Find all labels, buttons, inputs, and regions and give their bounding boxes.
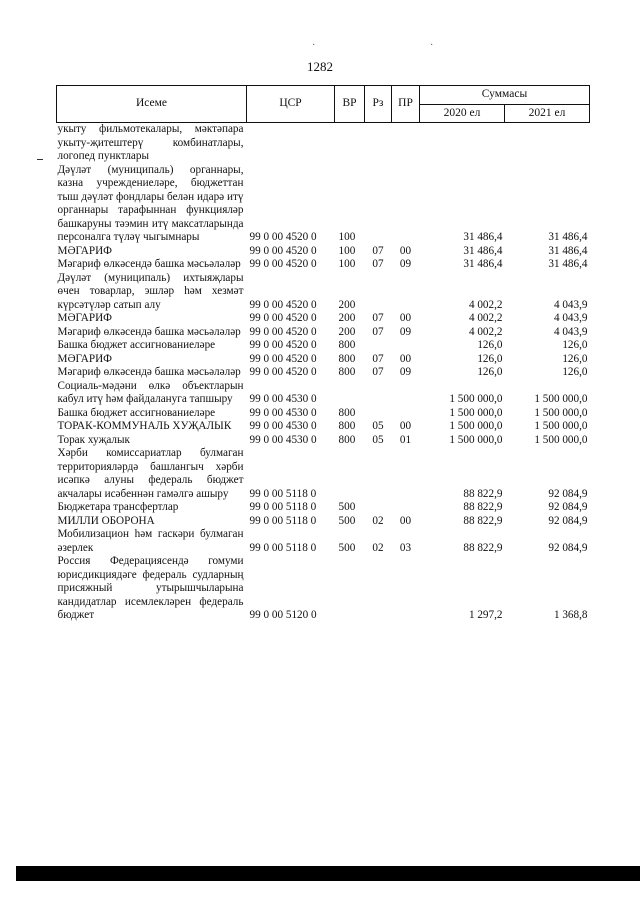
table-row <box>57 420 590 434</box>
row-name: Торак хуҗалык <box>57 433 130 446</box>
row-name: Башка бюджет ассигнованиеләре <box>57 406 216 419</box>
row-vr: 100 <box>338 231 356 243</box>
row-amount-2021: 1 500 000,0 <box>534 393 588 405</box>
row-pr: 03 <box>399 541 412 554</box>
row-csr: 99 0 00 4530 0 <box>249 433 317 446</box>
table-row <box>57 326 590 340</box>
row-name: Мобилизацион һәм гаскәри булмаган әзерлек <box>57 528 244 554</box>
row-name: Мәгариф өлкәсендә башка мәсьәләләр <box>57 258 241 270</box>
table-row <box>57 528 590 555</box>
row-name: Дәүләт (муниципаль) органнары, казна учреждениеләре, бюджеттан тыш дәүләт фондлары белән идарә итү органнары тарафыннан функцияләр башкаруны тәэмин итү максатларында персоналга түләү чыгымнары <box>57 163 244 243</box>
row-amount-2020 <box>420 123 505 164</box>
header-name: Исеме <box>57 86 247 123</box>
row-amount-2021: 1 500 000,0 <box>534 406 588 419</box>
row-amount-2020: 126,0 <box>477 352 503 365</box>
row-pr <box>392 380 420 407</box>
row-pr <box>392 164 420 245</box>
row-amount-2020: 88 822,9 <box>463 514 503 527</box>
row-amount-2020: 1 500 000,0 <box>449 406 503 419</box>
row-csr: 99 0 00 5120 0 <box>249 609 317 621</box>
header-csr: ЦСР <box>247 86 335 123</box>
row-rz <box>365 380 392 407</box>
scan-speck: · <box>312 40 316 51</box>
table-row <box>57 312 590 326</box>
row-rz: 07 <box>372 258 384 270</box>
row-csr: 99 0 00 4530 0 <box>249 420 317 432</box>
row-amount-2021: 92 084,9 <box>548 541 588 554</box>
row-amount-2021: 1 500 000,0 <box>534 420 588 432</box>
row-rz <box>365 123 392 164</box>
row-pr: 00 <box>399 420 412 432</box>
row-name: МӘГАРИФ <box>57 312 112 324</box>
row-name: Башка бюджет ассигнованиеләре <box>57 339 216 351</box>
table-row <box>57 258 590 272</box>
row-pr <box>392 272 420 313</box>
row-vr: 100 <box>338 258 356 270</box>
row-csr: 99 0 00 5118 0 <box>249 514 317 527</box>
budget-table <box>56 85 590 623</box>
row-csr <box>247 123 335 164</box>
row-vr <box>335 555 365 623</box>
row-amount-2021: 126,0 <box>562 352 588 365</box>
row-vr <box>335 447 365 501</box>
row-vr: 200 <box>338 325 356 338</box>
table-row <box>57 123 590 164</box>
row-rz: 05 <box>372 420 384 432</box>
row-amount-2021: 31 486,4 <box>548 231 588 243</box>
row-name: Хәрби комиссариатлар булмаган территорияләрдә башлангыч хәрби исәпкә алуны федераль бюджет акчалары исәбеннән гамәлгә ашыру <box>57 447 244 500</box>
row-amount-2021: 92 084,9 <box>548 487 588 500</box>
row-vr: 800 <box>338 406 356 419</box>
row-pr: 09 <box>399 258 412 270</box>
row-csr: 99 0 00 4520 0 <box>249 298 317 311</box>
scan-mark <box>37 159 43 160</box>
row-amount-2021: 126,0 <box>562 366 588 378</box>
header-pr: ПР <box>392 86 420 123</box>
row-amount-2020: 31 486,4 <box>463 231 503 243</box>
row-vr: 800 <box>338 366 356 378</box>
row-vr: 200 <box>338 298 356 311</box>
row-csr: 99 0 00 5118 0 <box>249 487 317 500</box>
row-amount-2021: 1 500 000,0 <box>534 433 588 446</box>
row-amount-2020: 31 486,4 <box>463 244 503 257</box>
row-amount-2020: 126,0 <box>477 366 503 378</box>
row-amount-2021 <box>505 123 590 164</box>
row-rz: 07 <box>372 352 384 365</box>
row-amount-2020: 88 822,9 <box>463 501 503 513</box>
row-amount-2020: 1 500 000,0 <box>449 433 503 446</box>
row-amount-2021: 92 084,9 <box>548 514 588 527</box>
row-amount-2020: 88 822,9 <box>463 541 503 554</box>
row-csr: 99 0 00 4520 0 <box>249 231 317 243</box>
row-csr: 99 0 00 5118 0 <box>249 501 317 513</box>
table-row <box>57 272 590 313</box>
table-row <box>57 407 590 421</box>
row-amount-2020: 4 002,2 <box>468 312 503 324</box>
row-amount-2020: 1 500 000,0 <box>449 393 503 405</box>
row-rz <box>365 501 392 515</box>
row-pr <box>392 555 420 623</box>
row-csr: 99 0 00 4520 0 <box>249 244 317 257</box>
row-amount-2021: 1 368,8 <box>553 609 588 621</box>
row-name: Мәгариф өлкәсендә башка мәсьәләләр <box>57 325 241 338</box>
row-amount-2021: 4 043,9 <box>553 325 588 338</box>
table-row <box>57 555 590 623</box>
table-row <box>57 515 590 529</box>
row-amount-2021: 92 084,9 <box>548 501 588 513</box>
row-rz: 07 <box>372 366 384 378</box>
row-csr: 99 0 00 4520 0 <box>249 366 317 378</box>
row-amount-2020: 4 002,2 <box>468 325 503 338</box>
row-rz: 05 <box>372 433 384 446</box>
row-csr: 99 0 00 4520 0 <box>249 325 317 338</box>
table-row <box>57 434 590 448</box>
row-vr <box>335 380 365 407</box>
row-vr: 500 <box>338 501 356 513</box>
table-header <box>57 86 590 123</box>
row-name: Россия Федерациясендә гомуми юрисдикциядәге федераль судларның присяжный утырышчыларына кандидатлар исемлекләрен федераль бюджет <box>57 555 244 621</box>
row-amount-2021: 4 043,9 <box>553 298 588 311</box>
row-name: МИЛЛИ ОБОРОНА <box>57 514 155 527</box>
row-csr: 99 0 00 4530 0 <box>249 393 317 405</box>
scan-edge-bar <box>16 866 640 881</box>
row-pr: 09 <box>399 325 412 338</box>
table-row <box>57 447 590 501</box>
row-rz <box>365 272 392 313</box>
row-pr: 01 <box>399 433 412 446</box>
row-name: МӘГАРИФ <box>57 244 112 257</box>
row-rz <box>365 339 392 353</box>
table-row <box>57 164 590 245</box>
table-row <box>57 501 590 515</box>
row-rz <box>365 447 392 501</box>
row-csr: 99 0 00 4530 0 <box>249 406 317 419</box>
row-vr: 800 <box>338 339 356 351</box>
row-name: Бюджетара трансфертлар <box>57 501 179 513</box>
header-vr: ВР <box>335 86 365 123</box>
row-amount-2020: 1 500 000,0 <box>449 420 503 432</box>
header-year-2021: 2021 ел <box>505 104 590 123</box>
row-name: МӘГАРИФ <box>57 352 112 365</box>
row-name: ТОРАК-КОММУНАЛЬ ХУҖАЛЫК <box>57 420 232 432</box>
row-amount-2021: 126,0 <box>562 339 588 351</box>
row-amount-2020: 4 002,2 <box>468 298 503 311</box>
row-vr: 500 <box>338 514 356 527</box>
row-csr: 99 0 00 4520 0 <box>249 339 317 351</box>
row-rz <box>365 164 392 245</box>
row-rz <box>365 407 392 421</box>
row-amount-2021: 4 043,9 <box>553 312 588 324</box>
row-pr <box>392 339 420 353</box>
row-vr <box>335 123 365 164</box>
row-rz: 02 <box>372 541 384 554</box>
row-name: Дәүләт (муниципаль) ихтыяҗлары өчен товарлар, эшләр һәм хезмәт күрсәтүләр сатып алу <box>57 271 244 311</box>
table-row <box>57 353 590 367</box>
table-row <box>57 245 590 259</box>
row-pr <box>392 501 420 515</box>
row-pr: 00 <box>399 352 412 365</box>
table-row <box>57 366 590 380</box>
row-rz: 02 <box>372 514 384 527</box>
header-rz: Рз <box>365 86 392 123</box>
table-row <box>57 339 590 353</box>
row-pr <box>392 123 420 164</box>
row-vr: 100 <box>338 244 356 257</box>
row-rz: 07 <box>372 312 384 324</box>
row-amount-2020: 88 822,9 <box>463 487 503 500</box>
row-pr <box>392 447 420 501</box>
row-name: Социаль-мәдәни өлкә объектларын кабул итү һәм файдалануга тапшыру <box>57 379 244 405</box>
row-vr: 800 <box>338 433 356 446</box>
row-amount-2021: 31 486,4 <box>548 258 588 270</box>
row-amount-2021: 31 486,4 <box>548 244 588 257</box>
row-rz: 07 <box>372 244 384 257</box>
row-csr: 99 0 00 4520 0 <box>249 352 317 365</box>
row-vr: 800 <box>338 352 356 365</box>
row-csr: 99 0 00 4520 0 <box>249 312 317 324</box>
row-amount-2020: 126,0 <box>477 339 503 351</box>
header-year-2020: 2020 ел <box>420 104 505 123</box>
page-number: 1282 <box>307 59 333 74</box>
row-csr: 99 0 00 5118 0 <box>249 541 317 554</box>
row-amount-2020: 31 486,4 <box>463 258 503 270</box>
row-vr: 200 <box>338 312 356 324</box>
row-name: укыту фильмотекалары, мәктәпара укыту-җитештерү комбинатлары, логопед пунктлары <box>57 123 244 162</box>
row-csr: 99 0 00 4520 0 <box>249 258 317 270</box>
row-pr: 00 <box>399 244 412 257</box>
row-amount-2020: 1 297,2 <box>468 609 503 621</box>
header-sums: Суммасы <box>420 86 590 105</box>
row-name: Мәгариф өлкәсендә башка мәсьәләләр <box>57 366 241 378</box>
row-pr: 09 <box>399 366 412 378</box>
table-body <box>57 123 590 623</box>
row-pr: 00 <box>399 514 412 527</box>
row-vr: 500 <box>338 541 356 554</box>
row-rz <box>365 555 392 623</box>
table-row <box>57 380 590 407</box>
row-vr: 800 <box>338 420 356 432</box>
row-pr <box>392 407 420 421</box>
row-pr: 00 <box>399 312 412 324</box>
scan-speck: · <box>430 40 434 51</box>
row-rz: 07 <box>372 325 384 338</box>
